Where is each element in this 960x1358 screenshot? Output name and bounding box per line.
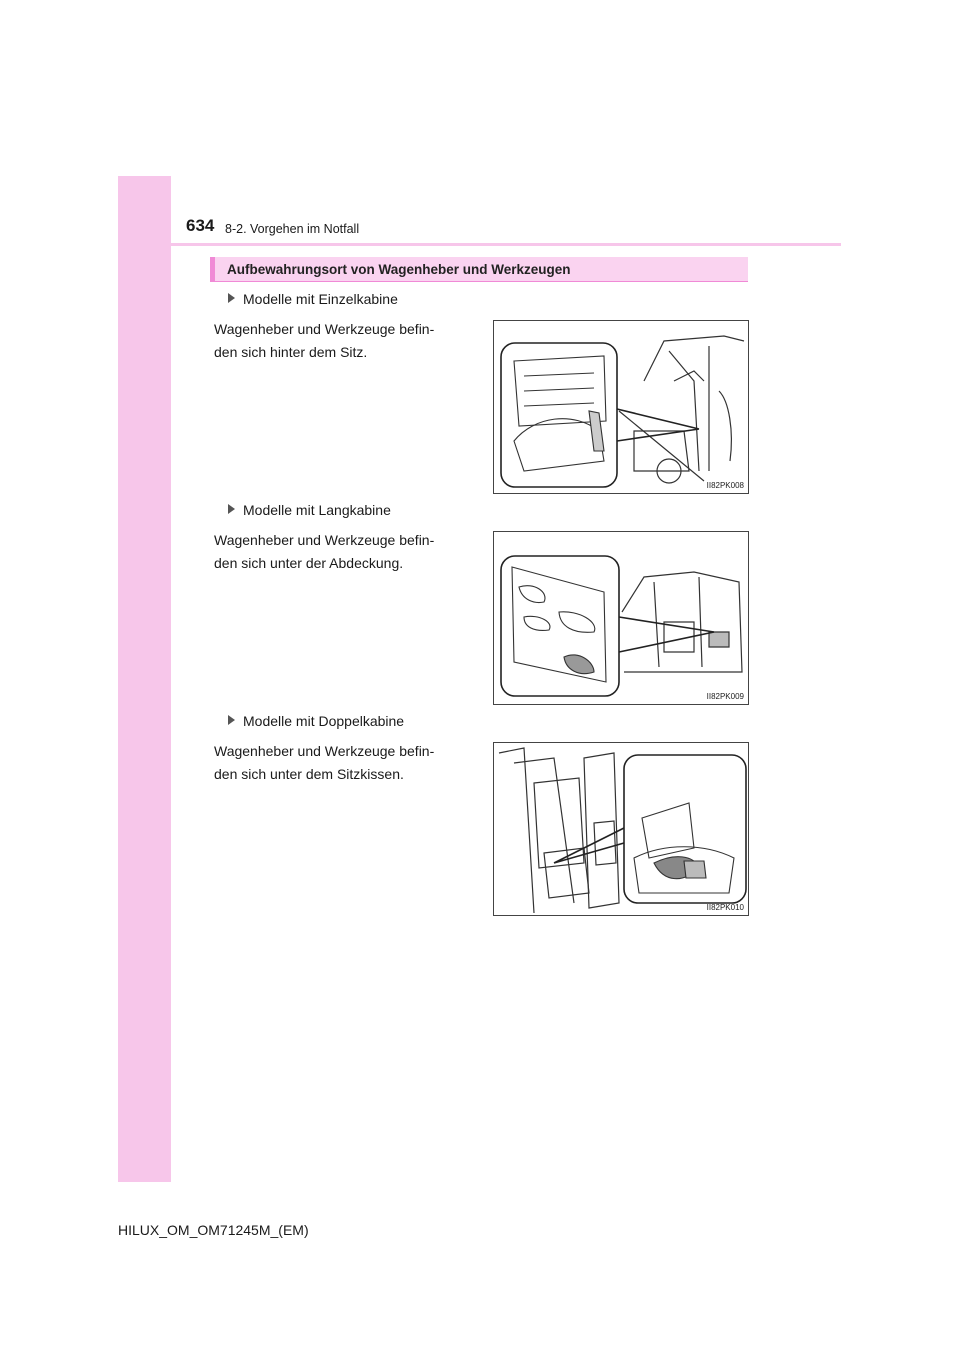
double-cab-illustration	[494, 743, 749, 916]
figure-single-cab	[493, 320, 749, 494]
document-footer: HILUX_OM_OM71245M_(EM)	[118, 1222, 309, 1238]
bullet-single-cab	[228, 291, 398, 307]
section-heading	[210, 257, 748, 282]
figure-double-cab	[493, 742, 749, 916]
bullet-label: Modelle mit Einzelkabine	[243, 291, 398, 307]
body-text-extra-cab: Wagenheber und Werkzeuge befin- den sich unter der Abdeckung.	[214, 532, 435, 571]
extra-cab-illustration	[494, 532, 749, 705]
header-rule	[118, 243, 841, 246]
figure-code: II82PK008	[706, 481, 744, 490]
figure-extra-cab	[493, 531, 749, 705]
section-title: 8-2. Vorgehen im Notfall	[225, 222, 360, 236]
bullet-double-cab	[228, 713, 404, 729]
body-text-single-cab: Wagenheber und Werkzeuge befin- den sich hinter dem Sitz.	[214, 321, 435, 360]
bullet-extra-cab	[228, 502, 391, 518]
body-text-double-cab: Wagenheber und Werkzeuge befin- den sich unter dem Sitzkissen.	[214, 743, 435, 782]
bullet-label: Modelle mit Langkabine	[243, 502, 391, 518]
triangle-bullet-icon	[228, 504, 235, 514]
side-tab-bar	[118, 176, 171, 1182]
figure-code: II82PK010	[706, 903, 744, 912]
bullet-label: Modelle mit Doppelkabine	[243, 713, 405, 729]
figure-code: II82PK009	[706, 692, 744, 701]
section-heading-text: Aufbewahrungsort von Wagenheber und Werkzeugen	[227, 262, 571, 277]
triangle-bullet-icon	[228, 293, 235, 303]
page-number: 634	[186, 216, 215, 235]
triangle-bullet-icon	[228, 715, 235, 725]
single-cab-illustration	[494, 321, 749, 494]
